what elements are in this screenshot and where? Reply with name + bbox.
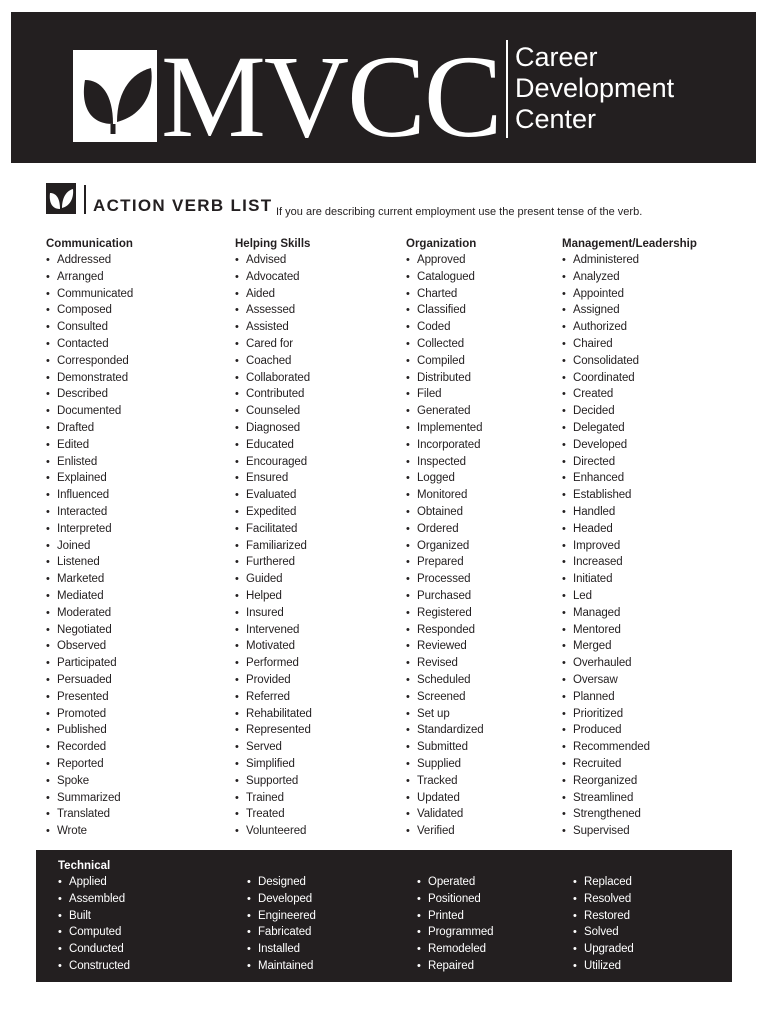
verb-item: • Enhanced [562,470,697,487]
column-heading: Communication [46,238,133,250]
verb-list [58,874,130,975]
verb-item: • Classified [406,302,484,319]
verb-item: • Enlisted [46,454,133,471]
verb-item: • Counseled [235,403,312,420]
verb-item: • Drafted [46,420,133,437]
verb-item: • Updated [406,790,484,807]
verb-item: • Fabricated [247,924,316,941]
verb-item: • Explained [46,470,133,487]
verb-item: • Resolved [573,891,634,908]
verb-item: • Printed [417,908,493,925]
verb-item: • Screened [406,689,484,706]
verb-item: • Composed [46,302,133,319]
verb-item: • Logged [406,470,484,487]
verb-item: • Recruited [562,756,697,773]
verb-item: • Provided [235,672,312,689]
verb-item: • Charted [406,286,484,303]
verb-item: • Translated [46,806,133,823]
verb-item: • Set up [406,706,484,723]
verb-item: • Recorded [46,739,133,756]
verb-item: • Consolidated [562,353,697,370]
verb-item: • Distributed [406,370,484,387]
verb-item: • Merged [562,638,697,655]
verb-item: • Contributed [235,386,312,403]
verb-item: • Programmed [417,924,493,941]
verb-item: • Decided [562,403,697,420]
verb-item: • Negotiated [46,622,133,639]
verb-item: • Presented [46,689,133,706]
verb-item: • Persuaded [46,672,133,689]
verb-item: • Reviewed [406,638,484,655]
verb-item: • Advised [235,252,312,269]
verb-item: • Installed [247,941,316,958]
verb-column-management-leadership [562,236,697,840]
verb-list [46,252,133,840]
verb-item: • Incorporated [406,437,484,454]
verb-item: • Generated [406,403,484,420]
verb-item: • Standardized [406,722,484,739]
verb-item: • Submitted [406,739,484,756]
verb-list [247,874,316,975]
logo-divider [506,40,508,138]
verb-item: • Ordered [406,521,484,538]
verb-item: • Moderated [46,605,133,622]
verb-item: • Marketed [46,571,133,588]
verb-item: • Collected [406,336,484,353]
verb-item: • Intervened [235,622,312,639]
verb-item: • Approved [406,252,484,269]
verb-item: • Reported [46,756,133,773]
verb-item: • Insured [235,605,312,622]
verb-item: • Developed [562,437,697,454]
verb-item: • Scheduled [406,672,484,689]
verb-item: • Recommended [562,739,697,756]
verb-item: • Wrote [46,823,133,840]
verb-item: • Reorganized [562,773,697,790]
logo-wordmark: MVCC [161,31,501,162]
verb-item: • Obtained [406,504,484,521]
verb-item: • Produced [562,722,697,739]
verb-item: • Processed [406,571,484,588]
verb-column-helping-skills [235,236,312,840]
verb-item: • Corresponded [46,353,133,370]
verb-item: • Maintained [247,958,316,975]
verb-item: • Trained [235,790,312,807]
verb-item: • Compiled [406,353,484,370]
technical-column [417,874,493,975]
verb-item: • Referred [235,689,312,706]
verb-item: • Headed [562,521,697,538]
verb-item: • Performed [235,655,312,672]
verb-item: • Assessed [235,302,312,319]
verb-item: • Simplified [235,756,312,773]
verb-item: • Purchased [406,588,484,605]
verb-item: • Appointed [562,286,697,303]
header-banner [11,12,756,163]
verb-item: • Oversaw [562,672,697,689]
verb-item: • Coached [235,353,312,370]
verb-item: • Prepared [406,554,484,571]
verb-item: • Collaborated [235,370,312,387]
verb-item: • Increased [562,554,697,571]
verb-item: • Supervised [562,823,697,840]
column-heading: Helping Skills [235,238,311,250]
verb-item: • Demonstrated [46,370,133,387]
verb-item: • Mentored [562,622,697,639]
verb-item: • Authorized [562,319,697,336]
verb-item: • Aided [235,286,312,303]
verb-item: • Registered [406,605,484,622]
verb-item: • Published [46,722,133,739]
verb-item: • Implemented [406,420,484,437]
verb-item: • Filed [406,386,484,403]
logo-tagline [515,42,674,135]
verb-list [417,874,493,975]
verb-item: • Consulted [46,319,133,336]
verb-item: • Monitored [406,487,484,504]
leaf-icon [46,183,76,214]
verb-item: • Chaired [562,336,697,353]
verb-item: • Solved [573,924,634,941]
verb-item: • Coded [406,319,484,336]
verb-item: • Constructed [58,958,130,975]
verb-item: • Served [235,739,312,756]
verb-item: • Contacted [46,336,133,353]
verb-item: • Strengthened [562,806,697,823]
technical-section [36,850,732,982]
verb-item: • Responded [406,622,484,639]
verb-item: • Mediated [46,588,133,605]
verb-item: • Organized [406,538,484,555]
verb-item: • Edited [46,437,133,454]
verb-item: • Participated [46,655,133,672]
technical-column [58,874,130,975]
verb-item: • Addressed [46,252,133,269]
verb-item: • Supported [235,773,312,790]
verb-item: • Motivated [235,638,312,655]
verb-item: • Delegated [562,420,697,437]
verb-item: • Remodeled [417,941,493,958]
page-title: ACTION VERB LIST [93,196,273,215]
verb-item: • Analyzed [562,269,697,286]
verb-item: • Tracked [406,773,484,790]
verb-list [562,252,697,840]
tagline-line: Career [515,42,598,72]
verb-item: • Improved [562,538,697,555]
verb-item: • Assisted [235,319,312,336]
verb-item: • Operated [417,874,493,891]
verb-item: • Managed [562,605,697,622]
verb-item: • Overhauled [562,655,697,672]
verb-list [235,252,312,840]
verb-item: • Promoted [46,706,133,723]
verb-item: • Arranged [46,269,133,286]
verb-item: • Interacted [46,504,133,521]
verb-item: • Engineered [247,908,316,925]
verb-item: • Handled [562,504,697,521]
verb-item: • Positioned [417,891,493,908]
verb-item: • Revised [406,655,484,672]
verb-item: • Streamlined [562,790,697,807]
verb-item: • Rehabilitated [235,706,312,723]
verb-item: • Computed [58,924,130,941]
verb-item: • Supplied [406,756,484,773]
verb-item: • Summarized [46,790,133,807]
verb-item: • Prioritized [562,706,697,723]
verb-item: • Validated [406,806,484,823]
column-heading: Management/Leadership [562,238,697,250]
verb-item: • Expedited [235,504,312,521]
verb-item: • Evaluated [235,487,312,504]
verb-item: • Applied [58,874,130,891]
verb-item: • Communicated [46,286,133,303]
technical-column [573,874,634,975]
verb-item: • Educated [235,437,312,454]
verb-item: • Diagnosed [235,420,312,437]
column-heading: Organization [406,238,477,250]
tagline-line: Development [515,73,675,103]
verb-item: • Described [46,386,133,403]
verb-column-organization [406,236,484,840]
title-divider [84,185,86,214]
verb-item: • Volunteered [235,823,312,840]
verb-item: • Planned [562,689,697,706]
verb-item: • Facilitated [235,521,312,538]
verb-item: • Repaired [417,958,493,975]
verb-item: • Replaced [573,874,634,891]
verb-item: • Interpreted [46,521,133,538]
verb-item: • Joined [46,538,133,555]
verb-list [573,874,634,975]
verb-item: • Directed [562,454,697,471]
verb-item: • Documented [46,403,133,420]
verb-item: • Treated [235,806,312,823]
verb-list [406,252,484,840]
verb-item: • Advocated [235,269,312,286]
verb-item: • Represented [235,722,312,739]
verb-item: • Guided [235,571,312,588]
verb-item: • Catalogued [406,269,484,286]
verb-item: • Coordinated [562,370,697,387]
tagline-line: Center [515,104,597,134]
verb-item: • Verified [406,823,484,840]
verb-item: • Initiated [562,571,697,588]
verb-column-communication [46,236,133,840]
verb-item: • Helped [235,588,312,605]
title-note: If you are describing current employment use the present tense of the verb. [276,206,643,218]
verb-item: • Utilized [573,958,634,975]
verb-item: • Spoke [46,773,133,790]
technical-column [247,874,316,975]
verb-item: • Led [562,588,697,605]
verb-item: • Assembled [58,891,130,908]
verb-item: • Administered [562,252,697,269]
verb-item: • Established [562,487,697,504]
verb-item: • Furthered [235,554,312,571]
verb-item: • Restored [573,908,634,925]
verb-item: • Developed [247,891,316,908]
verb-item: • Built [58,908,130,925]
verb-item: • Conducted [58,941,130,958]
verb-item: • Ensured [235,470,312,487]
verb-item: • Designed [247,874,316,891]
verb-item: • Created [562,386,697,403]
verb-item: • Cared for [235,336,312,353]
verb-item: • Upgraded [573,941,634,958]
verb-item: • Inspected [406,454,484,471]
section-heading: Technical [58,860,111,872]
verb-item: • Listened [46,554,133,571]
verb-item: • Observed [46,638,133,655]
verb-item: • Assigned [562,302,697,319]
leaf-icon [73,50,157,142]
verb-item: • Familiarized [235,538,312,555]
verb-item: • Influenced [46,487,133,504]
verb-item: • Encouraged [235,454,312,471]
